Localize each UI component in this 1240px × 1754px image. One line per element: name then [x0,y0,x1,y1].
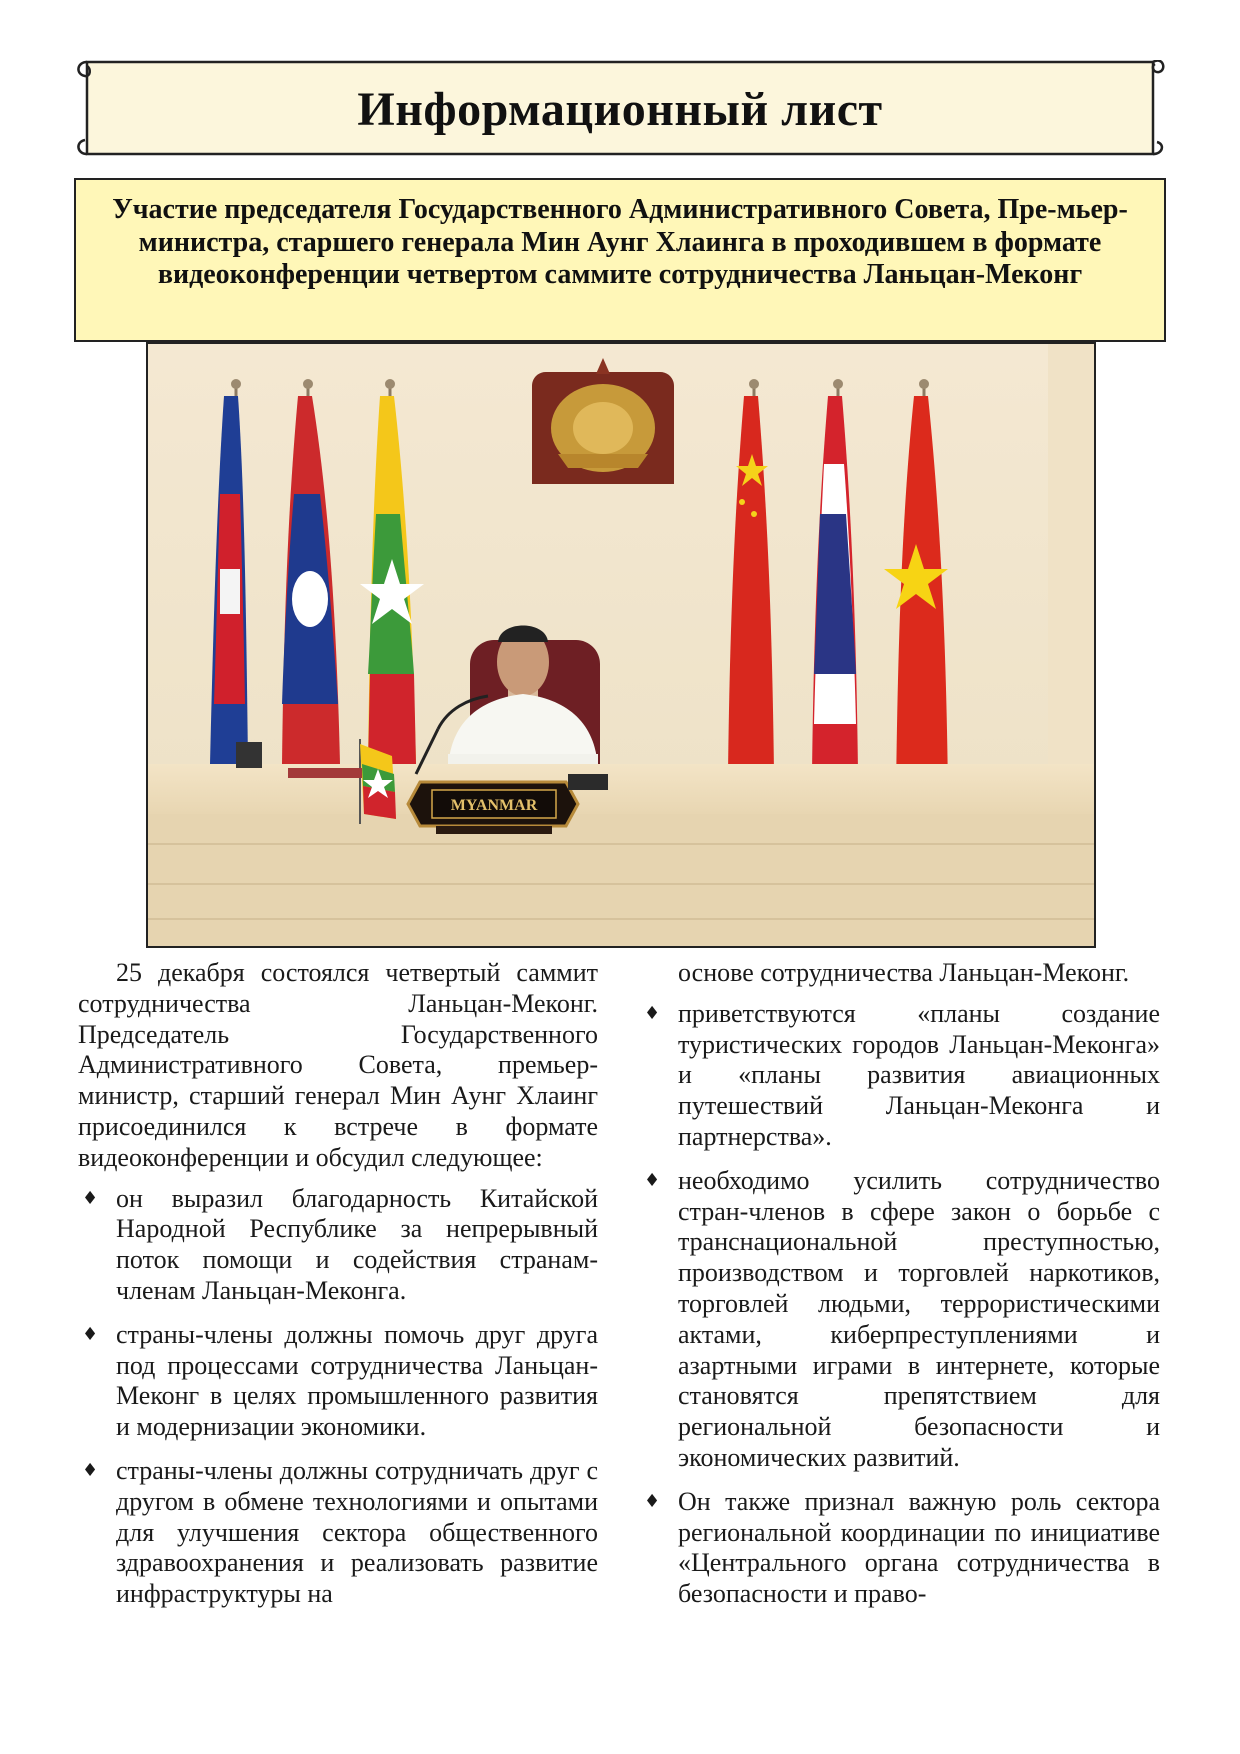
state-emblem [532,358,674,484]
nameplate-text: MYANMAR [450,797,538,814]
list-item: ♦ Он также признал важную роль сектора региональной координации по инициативе «Центрального органа сотрудничества в безопасности и право- [644,1486,1160,1609]
list-item: ♦ страны-члены должны помочь друг друга под процессами сотрудничества Ланьцан-Меконг в целях промышленного развития и модернизации экономики. [82,1319,598,1442]
bullet-continuation: основе сотрудничества Ланьцан-Меконг. [678,958,1130,987]
list-item: ♦ необходимо усилить сотрудничество стран-членов в сфере закон о борьбе с транснациональной преступностью, производством и торговлей наркотиков, торговлей людьми, террористическими актами, киберпреступлениями и азартными играми в интернете, которые становятся препятствием для региональной безопасности и экономических развитий. [644,1165,1160,1472]
bullet-icon: ♦ [82,1187,99,1209]
bullet-icon: ♦ [82,1459,99,1481]
bullet-icon: ♦ [644,1002,661,1024]
title-banner [75,60,1165,160]
list-item: ♦ он выразил благодарность Китайской Народной Республике за непрерывный поток помощи и содействия странам-членам Ланьцан-Меконга. [82,1183,598,1305]
list-item: ♦ страны-члены должны сотрудничать друг с другом в обмене технологиями и опытами для улучшения сектора общественного здравоохранения и реализовать развитие инфраструктуры на [82,1455,598,1609]
summit-photo-illustration [148,344,1094,946]
bullet-icon: ♦ [644,1490,661,1512]
article-intro: 25 декабря состоялся четвертый саммит сотрудничества Ланьцан-Меконг. Председатель Государственного Административного Совета, премьер-министр, старший генерал Мин Аунг Хлаинг присоединился к встрече в формате видеоконференции и обсудил следующее: [78,958,598,1172]
article-headline: Участие председателя Государственного Административного Совета, Пре-мьер-министра, старшего генерала Мин Аунг Хлаинга в проходившем в формате видеоконференции четвертом саммите сотрудничества Ланьцан-Меконг [74,178,1166,342]
nameplate [408,782,578,834]
bullet-list-left [78,1184,598,1610]
summit-photo [146,342,1096,948]
desk [148,764,1094,946]
page-title: Информационный лист [357,83,883,136]
bullet-list-right [640,999,1160,1610]
list-item: ♦ приветствуются «планы создание туристических городов Ланьцан-Меконга» и «планы развития авиационных путешествий Ланьцан-Меконга и партнерства». [644,998,1160,1151]
article-column-right [640,958,1160,1623]
bullet-icon: ♦ [644,1169,661,1191]
article-column-left [78,958,598,1623]
bullet-icon: ♦ [82,1323,99,1345]
